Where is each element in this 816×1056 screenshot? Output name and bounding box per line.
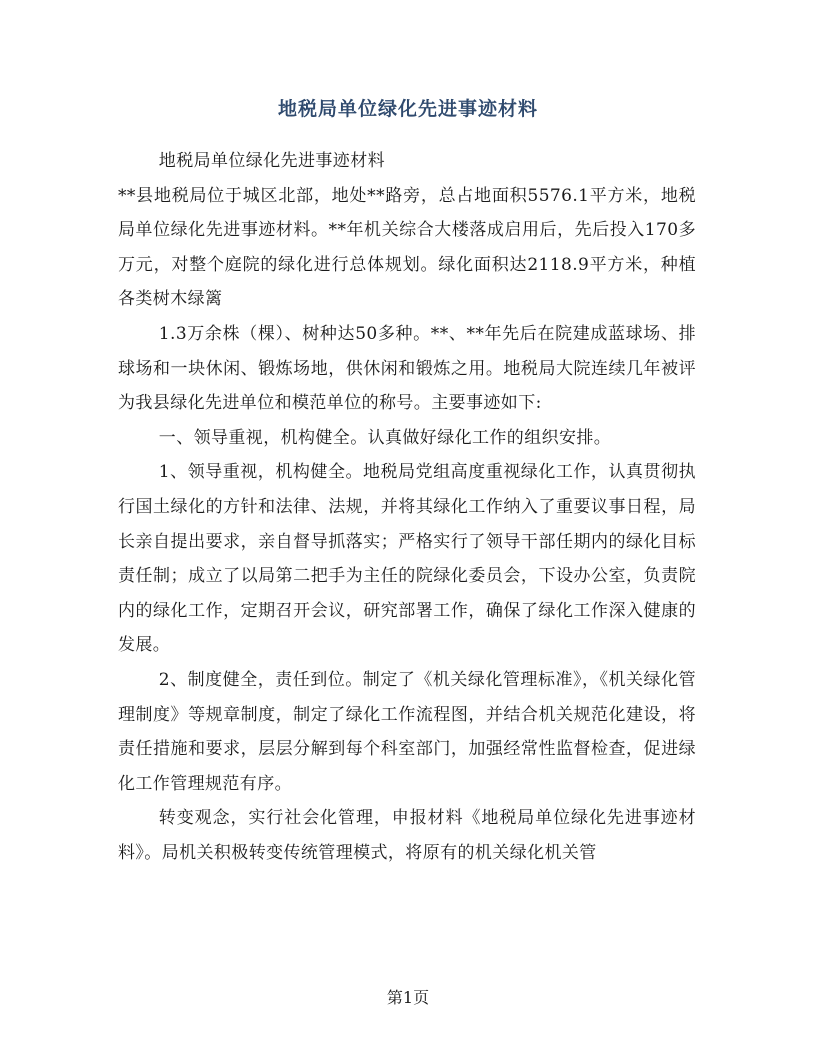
- page-number: 第1页: [386, 988, 430, 1007]
- paragraph: **县地税局位于城区北部，地处**路旁，总占地面积5576.1平方米，地税局单位绿化先进事迹材料。**年机关综合大楼落成启用后，先后投入170多万元，对整个庭院的绿化进行总体规划。绿化面积达2118.9平方米，种植各类树木绿篱: [118, 185, 696, 310]
- paragraph: 1.3万余株（棵）、树种达50多种。**、**年先后在院建成蓝球场、排球场和一块休闲、锻炼场地，供休闲和锻炼之用。地税局大院连续几年被评为我县绿化先进单位和模范单位的称号。主要事迹如下:: [118, 323, 696, 414]
- document-body: [118, 144, 696, 870]
- paragraph: 一、领导重视，机构健全。认真做好绿化工作的组织安排。: [158, 427, 612, 448]
- paragraph: 转变观念，实行社会化管理，申报材料《地税局单位绿化先进事迹材料》。局机关积极转变传统管理模式，将原有的机关绿化机关管: [118, 808, 696, 863]
- paragraph: 1、领导重视，机构健全。地税局党组高度重视绿化工作，认真贯彻执行国土绿化的方针和法律、法规，并将其绿化工作纳入了重要议事日程，局长亲自提出要求，亲自督导抓落实；严格实行了领导干部任期内的绿化目标责任制；成立了以局第二把手为主任的院绿化委员会，下设办公室，负责院内的绿化工作，定期召开会议，研究部署工作，确保了绿化工作深入健康的发展。: [118, 462, 696, 656]
- document-title: 地税局单位绿化先进事迹材料: [277, 98, 538, 120]
- paragraph: 地税局单位绿化先进事迹材料: [158, 151, 385, 171]
- paragraph: 2、制度健全，责任到位。制定了《机关绿化管理标准》，《机关绿化管理制度》等规章制度，制定了绿化工作流程图，并结合机关规范化建设，将责任措施和要求，层层分解到每个科室部门，加强经常性监督检查，促进绿化工作管理规范有序。: [118, 669, 696, 794]
